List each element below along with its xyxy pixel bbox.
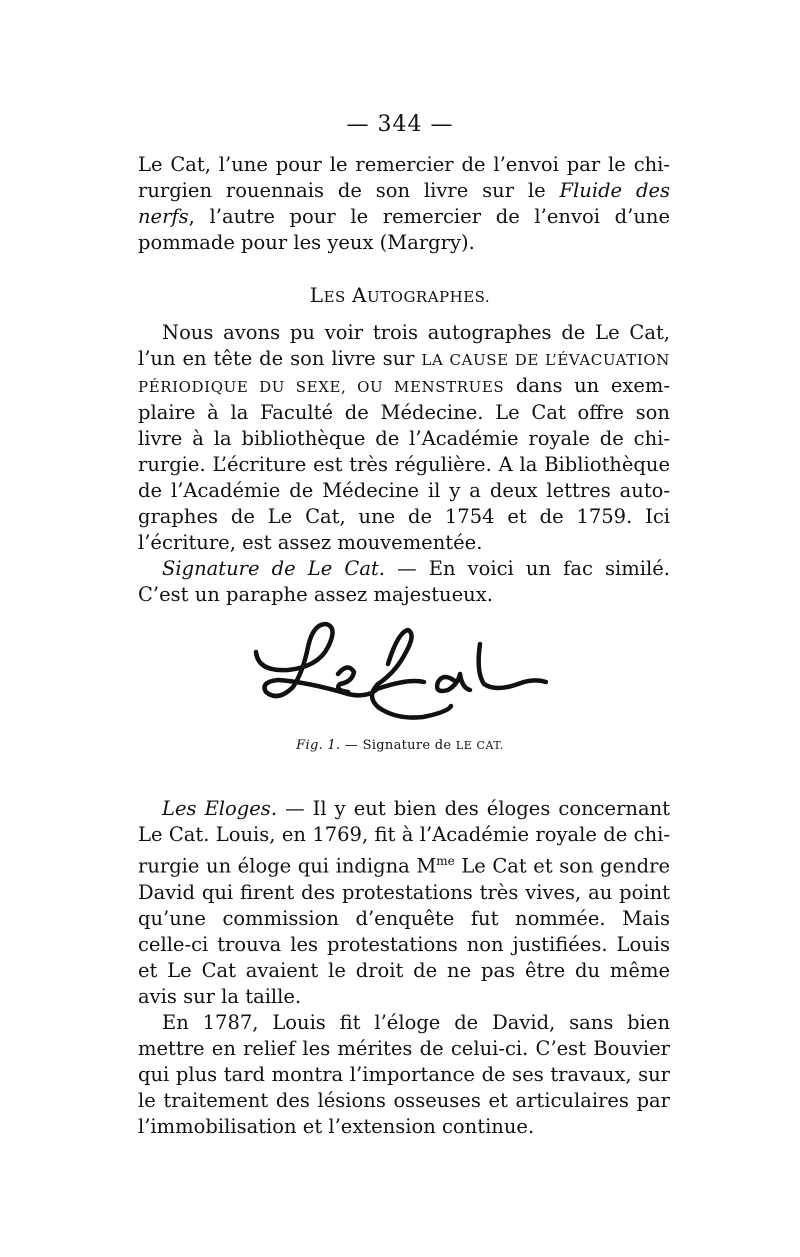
para5-text: En 1787, Louis fit l’éloge de David, sans bien mettre en relief les mérites de celui-ci. C’est Bouvier qui plus tard montra l’importance de ses travaux, sur le traitement des lésions osseuses et articulaires par l’immobilisation et l’extension continue. [138, 1010, 670, 1138]
para4-lead: Les Eloges. [162, 797, 278, 820]
paragraph-autographes [138, 320, 670, 608]
para3-lead: Signature de Le Cat. [162, 557, 385, 580]
signature-image [248, 612, 548, 727]
para3-text: — En voici un fac similé. C’est un paraphe assez majestueux. [138, 557, 670, 606]
para4-text-1: — Il y eut bien des éloges concernant Le Cat. Louis, en 1769, fit à l’Académie royale de chirurgie un éloge qui indigna M [138, 797, 670, 878]
section-heading-autographes [0, 283, 800, 307]
para4-superscript: me [436, 854, 455, 868]
paragraph-letters [138, 152, 670, 256]
figure-caption-name: LE CAT. [455, 739, 504, 752]
para2-text-2: dans un exemplaire à la Faculté de Médecine. Le Cat offre son livre à la bibliothèque de l’Académie royale de chirurgie. L’écriture est très régulière. A la Bibliothèque de l’Académie de Médecine il y a deux lettres autographes de Le Cat, une de 1754 et de 1759. Ici l’écriture, est assez mouvementée. [138, 374, 670, 554]
heading-cap-l: L [309, 283, 324, 307]
heading-low-es: ES [323, 288, 346, 306]
page-number: — 344 — [346, 112, 454, 137]
paragraph-eloges [138, 796, 670, 1140]
figure-label: Fig. 1. [296, 738, 341, 753]
para1-text-2: , l’autre pour le remercier de l’envoi d’une pommade pour les yeux (Margry). [138, 205, 670, 254]
heading-cap-a: A [352, 283, 367, 307]
para2-book-title: LA CAUSE DE L’ÉVACUATION PÉRIODIQUE DU SEXE, OU MENSTRUES [138, 351, 670, 396]
heading-low-utographes: UTOGRAPHES. [367, 288, 491, 306]
para1-book-title: Fluide des nerfs [138, 179, 670, 228]
figure-caption [0, 738, 800, 753]
para4-text-2: Le Cat et son gendre David qui firent des protestations très vives, au point qu’une commission d’enquête fut nommée. Mais celle-ci trouva les protestations non justifiées. Louis et Le Cat avaient le droit de ne pas être du même avis sur la taille. [138, 854, 670, 1008]
figure-caption-text: — Signature de [340, 738, 456, 753]
para1-text-1: Le Cat, l’une pour le remercier de l’envoi par le chirurgien rouennais de son livre sur le [138, 153, 670, 202]
para2-text-1: Nous avons pu voir trois autographes de Le Cat, l’un en tête de son livre sur [138, 321, 670, 370]
